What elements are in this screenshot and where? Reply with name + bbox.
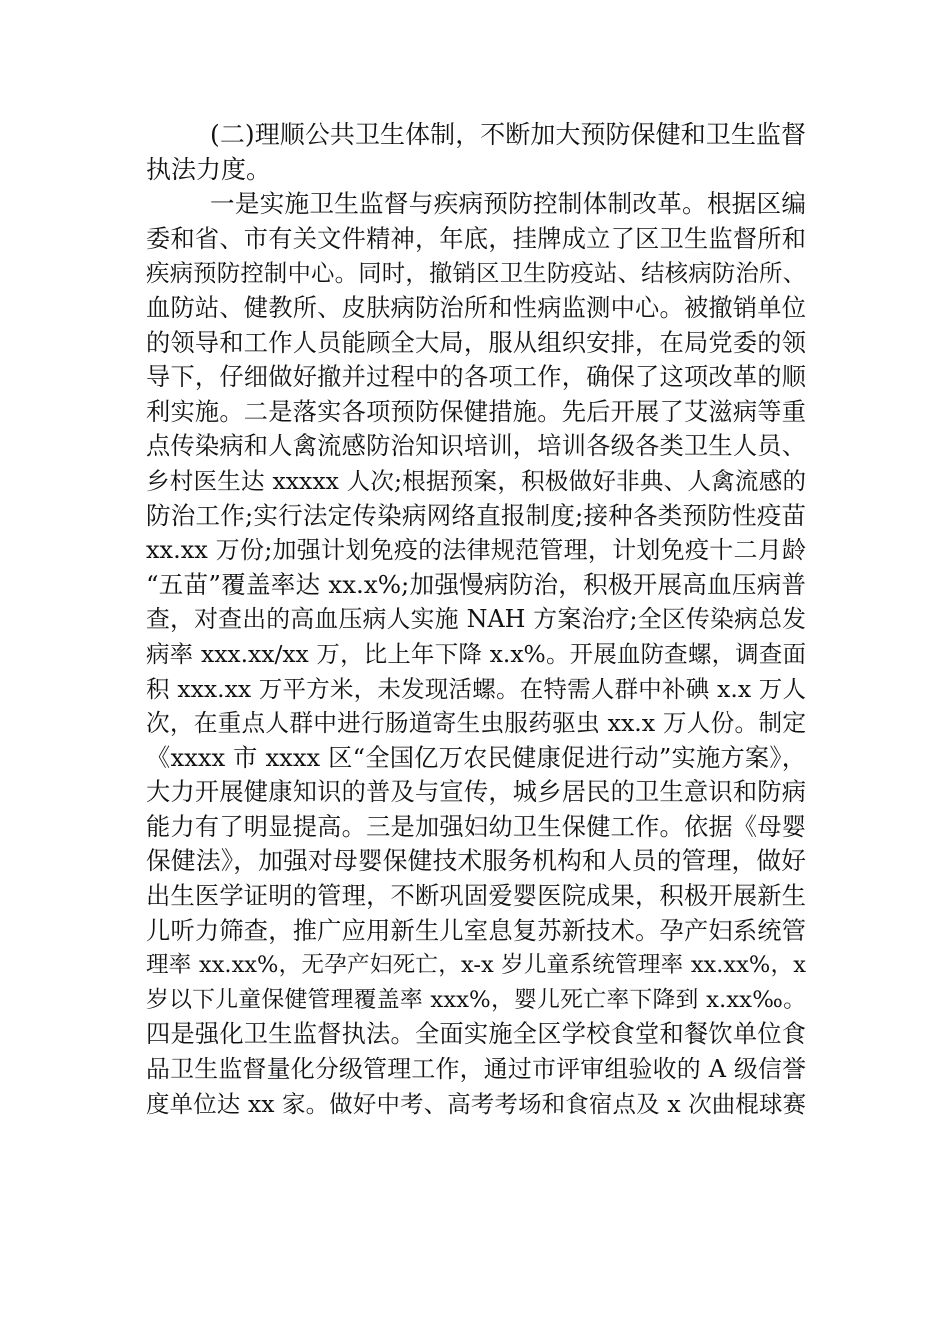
paragraph-line: 一是实施卫生监督与疾病预防控制体制改革。根据区编 [210,189,806,219]
paragraph-line: 病率 xxx.xx/xx 万，比上年下降 x.x%。开展血防查螺，调查面 [146,639,806,668]
paragraph-line: 导下，仔细做好撤并过程中的各项工作，确保了这项改革的顺 [146,362,806,392]
paragraph-line: xx.xx 万份;加强计划免疫的法律规范管理，计划免疫十二月龄 [146,536,806,565]
paragraph-line: 利实施。二是落实各项预防保健措施。先后开展了艾滋病等重 [146,396,806,426]
paragraph-line: 保健法》，加强对母婴保健技术服务机构和人员的管理，做好 [146,846,806,876]
paragraph-line: 四是强化卫生监督执法。全面实施全区学校食堂和餐饮单位食 [146,1019,806,1049]
paragraph-line: 查，对查出的高血压病人实施 NAH 方案治疗;全区传染病总发 [146,605,806,634]
paragraph-line: 品卫生监督量化分级管理工作，通过市评审组验收的 A 级信誉 [146,1055,806,1084]
paragraph-line: 次，在重点人群中进行肠道寄生虫服药驱虫 xx.x 万人份。制定 [146,709,806,738]
paragraph-line: 防治工作;实行法定传染病网络直报制度;接种各类预防性疫苗 [146,500,806,530]
paragraph-line: 理率 xx.xx%，无孕产妇死亡，x-x 岁儿童系统管理率 xx.xx%，x [146,952,806,979]
section-heading-line-1: (二)理顺公共卫生体制，不断加大预防保健和卫生监督 [210,120,806,149]
paragraph-line: “五苗”覆盖率达 xx.x%;加强慢病防治，积极开展高血压病普 [146,569,806,599]
paragraph-line: 积 xxx.xx 万平方米，未发现活螺。在特需人群中补碘 x.x 万人 [146,674,806,703]
paragraph-line: 出生医学证明的管理，不断巩固爱婴医院成果，积极开展新生 [146,881,806,911]
paragraph-line: 大力开展健康知识的普及与宣传，城乡居民的卫生意识和防病 [146,777,806,807]
paragraph-line: 度单位达 xx 家。做好中考、高考考场和食宿点及 x 次曲棍球赛 [146,1089,806,1118]
paragraph-line: 乡村医生达 xxxxx 人次;根据预案，积极做好非典、人禽流感的 [146,466,806,495]
paragraph-line: 疾病预防控制中心。同时，撤销区卫生防疫站、结核病防治所、 [146,259,806,288]
section-heading-line-2: 执法力度。 [146,154,272,184]
body-text [146,118,806,1121]
paragraph-line: 委和省、市有关文件精神，年底，挂牌成立了区卫生监督所和 [146,223,806,253]
paragraph-line: 点传染病和人禽流感防治知识培训，培训各级各类卫生人员、 [146,431,806,461]
paragraph-line: 血防站、健教所、皮肤病防治所和性病监测中心。被撤销单位 [146,292,806,322]
paragraph-line: 的领导和工作人员能顾全大局，服从组织安排，在局党委的领 [146,327,806,357]
paragraph-line: 儿听力筛查，推广应用新生儿室息复苏新技术。孕产妇系统管 [146,915,806,945]
paragraph-line: 岁以下儿童保健管理覆盖率 xxx%，婴儿死亡率下降到 x.xx‰。 [146,986,806,1013]
paragraph-line: 《xxxx 市 xxxx 区“全国亿万农民健康促进行动”实施方案》， [146,742,806,772]
paragraph-line: 能力有了明显提高。三是加强妇幼卫生保健工作。依据《母婴 [146,811,806,841]
